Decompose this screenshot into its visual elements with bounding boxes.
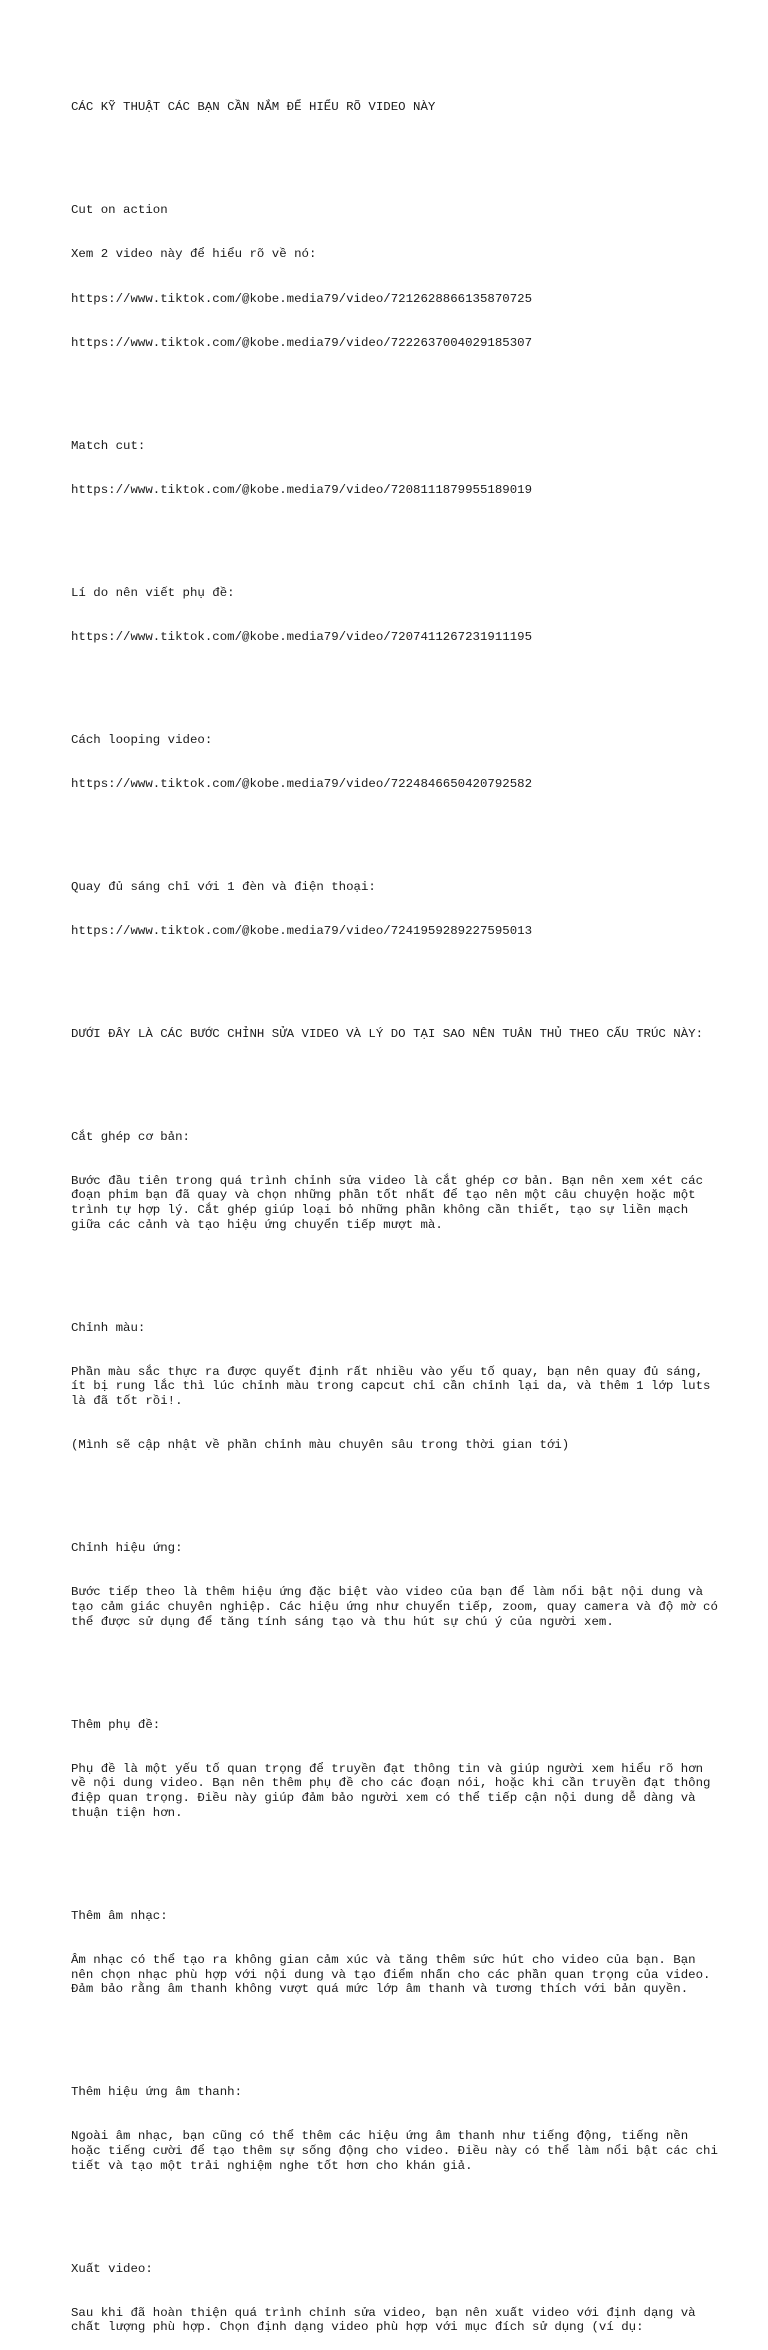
spacer (71, 1482, 721, 1497)
sound-effects-body: Ngoài âm nhạc, bạn cũng có thể thêm các hiệu ứng âm thanh như tiếng động, tiếng nền hoặc tiếng cười để tạo thêm sự sống động cho video. Điều này có thể làm nổi bật các chi tiết và tạo một trải nghiệm nghe tốt hơn cho khán giả. (71, 2129, 726, 2173)
spacer (71, 145, 721, 160)
looping-heading: Cách looping video: (71, 732, 213, 747)
effects-body: Bước tiếp theo là thêm hiệu ứng đặc biệt vào video của bạn để làm nổi bật nội dung và tạo cảm giác chuyên nghiệp. Các hiệu ứng như chuyển tiếp, zoom, quay camera và độ mờ có thể được sử dụng để tăng tính sáng tạo và thu hút sự chú ý của người xem. (71, 1585, 726, 1629)
steps-title: DƯỚI ĐÂY LÀ CÁC BƯỚC CHỈNH SỬA VIDEO VÀ LÝ DO TẠI SAO NÊN TUÂN THỦ THEO CẤU TRÚC NÀY: (71, 1026, 704, 1041)
export-body: Sau khi đã hoàn thiện quá trình chỉnh sửa video, bạn nên xuất video với định dạng và chất lượng phù hợp. Chọn định dạng video phù hợp với mục đích sử dụng (ví dụ: (71, 2305, 704, 2335)
spacer (71, 2203, 721, 2218)
spacer (71, 1659, 721, 1674)
music-heading: Thêm âm nhạc: (71, 1908, 168, 1923)
document-title: CÁC KỸ THUẬT CÁC BẠN CẦN NẮM ĐỂ HIỂU RÕ VIDEO NÀY (71, 100, 436, 115)
looping-link[interactable]: https://www.tiktok.com/@kobe.media79/video/7224846650420792582 (71, 776, 533, 791)
spacer (71, 527, 721, 542)
subtitles-heading: Thêm phụ đề: (71, 1717, 161, 1732)
match-cut-heading: Match cut: (71, 438, 146, 453)
subtitles-reason-heading: Lí do nên viết phụ đề: (71, 585, 235, 600)
cut-on-action-intro: Xem 2 video này để hiểu rõ về nó: (71, 247, 317, 262)
lighting-link[interactable]: https://www.tiktok.com/@kobe.media79/video/7241959289227595013 (71, 923, 533, 938)
spacer (71, 1262, 721, 1277)
cut-on-action-link-1[interactable]: https://www.tiktok.com/@kobe.media79/video/7212628866135870725 (71, 291, 533, 306)
lighting-heading: Quay đủ sáng chỉ với 1 đèn và điện thoại: (71, 879, 376, 894)
music-body: Âm nhạc có thể tạo ra không gian cảm xúc và tăng thêm sức hút cho video của bạn. Bạn nên chọn nhạc phù hợp với nội dung và tạo điểm nhấn cho các phần quan trọng của video. Đảm bảo rằng âm thanh không vượt quá mức lớp âm thanh và tương thích với bản quyền. (71, 1952, 718, 1997)
basic-cut-heading: Cắt ghép cơ bản: (71, 1129, 190, 1144)
basic-cut-body: Bước đầu tiên trong quá trình chỉnh sửa video là cắt ghép cơ bản. Bạn nên xem xét các đoạn phim bạn đã quay và chọn những phần tốt nhất để tạo nên một câu chuyện hoặc một trình tự hợp lý. Cắt ghép giúp loại bỏ những phần không cần thiết, tạo sự liền mạch giữa các cảnh và tạo hiệu ứng chuyển tiếp mượt mà. (71, 1173, 711, 1232)
spacer (71, 1071, 721, 1086)
spacer (71, 821, 721, 836)
spacer (71, 380, 721, 395)
spacer (71, 674, 721, 689)
color-note: (Mình sẽ cập nhật về phần chỉnh màu chuyên sâu trong thời gian tới) (71, 1438, 570, 1453)
cut-on-action-heading: Cut on action (71, 203, 168, 218)
color-body: Phần màu sắc thực ra được quyết định rất nhiều vào yếu tố quay, bạn nên quay đủ sáng, ít bị rung lắc thì lúc chỉnh màu trong capcut chỉ cần chỉnh lại da, và thêm 1 lớp luts là đã tốt rồi!. (71, 1364, 718, 1409)
sound-effects-heading: Thêm hiệu ứng âm thanh: (71, 2085, 243, 2100)
subtitles-body: Phụ đề là một yếu tố quan trọng để truyền đạt thông tin và giúp người xem hiểu rõ hơn về nội dung video. Bạn nên thêm phụ đề cho các đoạn nói, hoặc khi cần truyền đạt thông điệp quan trọng. Điều này giúp đảm bảo người xem có thể tiếp cận nội dung dễ dàng và thuận tiện hơn. (71, 1761, 718, 1820)
spacer (71, 1850, 721, 1865)
document-page (71, 71, 726, 2350)
subtitles-reason-link[interactable]: https://www.tiktok.com/@kobe.media79/video/7207411267231911195 (71, 629, 533, 644)
effects-heading: Chỉnh hiệu ứng: (71, 1541, 183, 1556)
cut-on-action-link-2[interactable]: https://www.tiktok.com/@kobe.media79/video/7222637004029185307 (71, 335, 533, 350)
spacer (71, 2026, 721, 2041)
spacer (71, 968, 721, 983)
export-heading: Xuất video: (71, 2261, 153, 2276)
match-cut-link[interactable]: https://www.tiktok.com/@kobe.media79/video/7208111879955189019 (71, 482, 533, 497)
color-heading: Chỉnh màu: (71, 1320, 146, 1335)
